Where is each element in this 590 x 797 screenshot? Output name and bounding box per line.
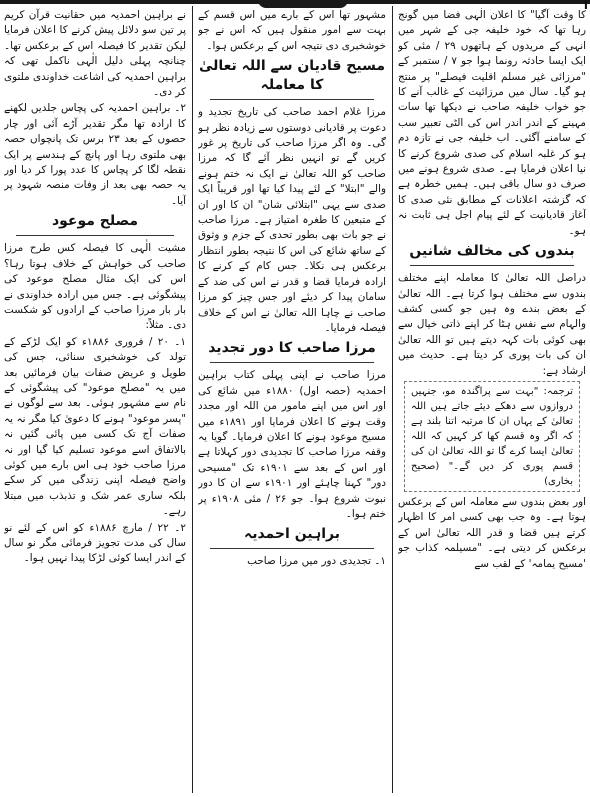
paragraph: مرزا صاحب نے اپنی پہلی کتاب براہین احمدیہ (حصہ اول) ۱۸۸۰ء میں شائع کی اور اس میں اپنے مامور من اللہ اور مجدد وقت ہونے کا اعلان فرمایا اور ۱۸۹۱ء میں مسیح موعود ہونے کا اعلان فرمایا۔ گویا یہ وقفہ مرزا صاحب کا تجدیدی دور کہلاتا ہے اور اس کے بعد سے ۱۹۰۱ء تک "مسیحی دور" کہنا چاہئے اور ۱۹۰۱ء سے ان کا دور نبوت شروع ہوا۔ جو ۲۶ / مئی ۱۹۰۸ء پر ختم ہوا۔	[198, 369, 386, 520]
hadith-quote: ترجمہ: "بہت سے پراگندہ مو، جنہیں دروازوں سے دھکے دیئے جاتے ہیں اللہ تعالیٰ کے یہاں ان کا مرتبہ اتنا بلند ہے کہ اگر وہ قسم کھا کر کہیں کہ اللہ تعالیٰ ایسا کرے گا تو اللہ تعالیٰ ان کی قسم پوری کر دیں گے۔" (صحیح بخاری)	[404, 381, 580, 492]
paragraph: اور بعض بندوں سے معاملہ اس کے برعکس ہوتا ہے۔ وہ جب بھی کسی امر کا اظہار کرتے ہیں قضا و قدر اللہ تعالیٰ اس کے برعکس کر دیتی ہے۔ "مسیلمہ کذاب جو 'مسیح یمامہ' کے لقب سے	[398, 495, 586, 570]
paragraph: کا وقت آگیا" کا اعلان الٰہی فضا میں گونج رہا تھا کہ خود خلیفہ جی کے شہر میں انہی کے مریدوں کے ہاتھوں ۲۹ / مئی کو ایک ایسا حادثہ رونما ہوا جو ۷ / ستمبر کے "مرزائی غیر مسلم اقلیت فیصلے" پر منتج ہو گیا۔ سال میں مرزائیت کے غالب آنے کا جو خواب خلیفہ صاحب نے دیکھا تھا سات مہینے کے اندر اندر اس کی الٹی تعبیر سب کے سامنے آگئی۔ اب خلیفہ جی نے تازہ دم ہو کر غلبہ اسلام کی صدی شروع کرنے کا نیا اعلان فرمایا ہے۔ صدی شروع ہونے میں صرف دو سال باقی ہیں۔ ہمیں خطرہ ہے کہ گزشتہ اعلانات کے مطابق نئی صدی کا آغاز قادیانیت کے لئے پیام اجل ہی ثابت نہ ہو۔	[398, 9, 586, 237]
section-heading: بندوں کی مخالف شانیں	[409, 243, 575, 260]
paragraph: ۲۔ ۲۲ / مارچ ۱۸۸۶ء کو اس کے لئے نو سال کی مدت تجویز فرمائی مگر نو سال کے اندر ایسا کوئی لڑکا پیدا نہیں ہوا۔	[4, 521, 186, 565]
header-ornament	[258, 0, 348, 8]
page-mark: I	[583, 0, 588, 12]
heading-underline	[210, 548, 374, 549]
section-heading: مصلح موعود	[51, 213, 139, 230]
column-divider	[192, 6, 193, 793]
section-heading: مسیح قادیان سے اللہ تعالیٰ کا معاملہ	[198, 58, 386, 94]
paragraph: نے براہین احمدیہ میں حقانیت قرآن کریم پر تین سو دلائل پیش کرنے کا اعلان فرمایا لیکن تقدیر کا فیصلہ اس کے برعکس تھا۔ چنانچہ پہلی دلیل الٰہی ناکمل تھی کہ براہین احمدیہ کی اشاعت خداوندی ملتوی کر دی۔	[4, 9, 186, 99]
paragraph: مشیت الٰہی کا فیصلہ کس طرح مرزا صاحب کی خواہش کے خلاف ہوتا رہا؟ اس کی ایک مثال مصلح موعود کی پیشگوئی ہے۔ جس میں ارادہ خداوندی نے بار بار مرزا صاحب کے ارادوں کو شکست دی۔ مثلاً:	[4, 242, 186, 332]
paragraph: مرزا غلام احمد صاحب کی تاریخ تجدید و دعوت پر قادیانی دوستوں سے زیادہ نظر ہو گی۔ وہ اگر مرزا صاحب کی تاریخ پر غور کریں گے تو انہیں نظر آئے گا کہ مرزا صاحب کو اللہ تعالیٰ نے ایک نہ ختم ہونے والے "ابتلا" کے لئے پیدا کیا تھا اور قریباً ایک صدی سے یہی "ابتلائی شان" ان کا اور ان کے متبعین کا طغرہ امتیاز ہے۔ مرزا صاحب نے جو بات بھی بطور تحدی کے جزم و وثوق کے ساتھ شائع کی اس کا نتیجہ بطور انتظار برعکس ہی نکلا۔ جس کام کے کرنے کا ارادہ فرمایا قضا و قدر نے اس کی ضد کے سامان پیدا کر دیئے اور جس چیز کو مرزا صاحب نے چاہا اللہ تعالیٰ نے اس کے خلاف فیصلہ فرمایا۔	[198, 106, 386, 334]
paragraph: دراصل اللہ تعالیٰ کا معاملہ اپنے مختلف بندوں سے مختلف ہوا کرتا ہے۔ اللہ تعالیٰ کے بعض بندے وہ ہیں جو کسی کشف والہام سے نفس ہٹا کر اپنے ذاتی خیال سے بھی کوئی بات کہہ دیتے ہیں تو اللہ تعالیٰ ان کی بات پوری کر دیتا ہے۔ حدیث میں ارشاد ہے:	[398, 272, 586, 377]
paragraph: ۲۔ براہین احمدیہ کی پچاس جلدیں لکھنے کا ارادہ تھا مگر تقدیر آڑے آئی اور چار حصوں کے بعد ۲۳ برس تک پانچواں حصہ بھی ملتوی رہا اور پانچ کے ہندسے پر ایک نقطہ لگا کر پچاس کا عدد پورا کر دیا اور یہ حصہ بھی بعد از وفات منصہ شہود پر آیا۔	[4, 102, 186, 207]
heading-underline	[210, 99, 374, 100]
paragraph: مشہور تھا اس کے بارے میں اس قسم کے بہت سے امور منقول ہیں کہ اس نے جو خوشخبری دی نتیجہ اس کے برعکس ہوا۔	[198, 9, 386, 52]
paragraph: ۱۔ ۲۰ / فروری ۱۸۸۶ء کو ایک لڑکے کے تولد کی خوشخبری سنائی، جس کی طویل و عریض صفات بیان فرمائیں بعد میں یہ "مصلح موعود" کی پیشگوئی کے نام سے مشہور ہوئی۔ بعد سے لوگوں نے "پسر موعود" ہونے کا دعویٰ کیا مگر نہ یہ صفات آج تک کسی میں پائی گئیں نہ بالاتفاق اسے موعود تسلیم کیا گیا اور نہ مرزا صاحب خود ہی اس بارے میں کوئی واضح فیصلہ اپنی زندگی میں کر سکے بلکہ ساری عمر شک و تذبذب میں مبتلا رہے۔	[4, 335, 186, 518]
paragraph: ۱۔ تجدیدی دور میں مرزا صاحب	[247, 555, 386, 568]
heading-underline	[16, 235, 174, 236]
column-left	[4, 8, 186, 794]
column-right	[398, 8, 586, 794]
section-heading: مرزا صاحب کا دور تجدید	[208, 340, 376, 357]
heading-underline	[210, 362, 374, 363]
column-middle	[198, 8, 386, 794]
column-divider	[392, 6, 393, 793]
section-heading: براہین احمدیہ	[244, 526, 340, 543]
heading-underline	[410, 265, 574, 266]
